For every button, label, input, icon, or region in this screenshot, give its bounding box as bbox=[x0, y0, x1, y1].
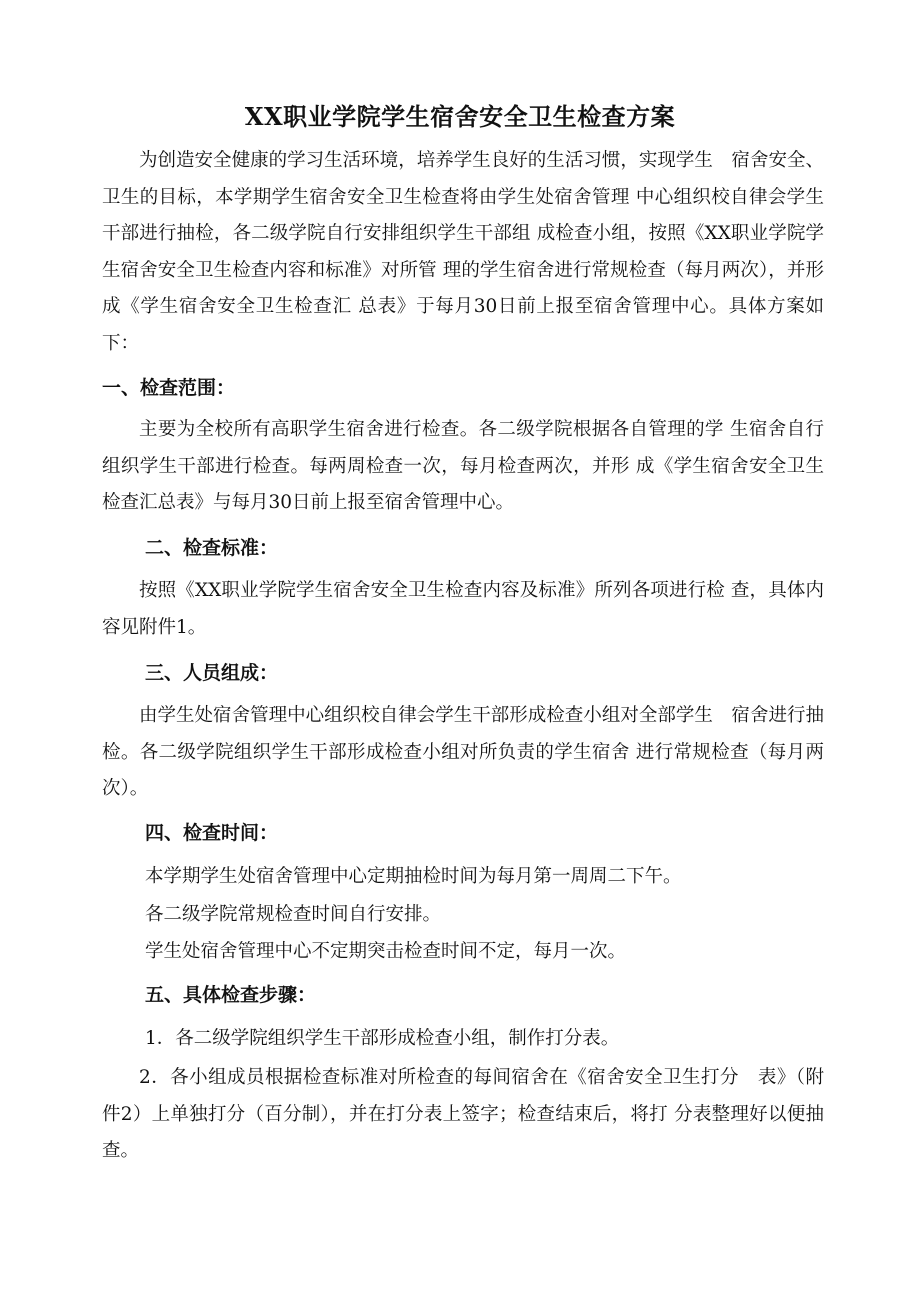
section-heading-time: 四、检查时间： bbox=[145, 822, 279, 844]
document-title: XX职业学院学生宿舍安全卫生检查方案 bbox=[244, 102, 676, 131]
time-line-2: 各二级学院常规检查时间自行安排。 bbox=[145, 904, 442, 925]
step-1: 1．各二级学院组织学生干部形成检查小组，制作打分表。 bbox=[145, 1028, 620, 1049]
intro-paragraph: 为创造安全健康的学习生活环境，培养学生良好的生活习惯，实现学生 宿舍安全、卫生的目标，本学期学生宿舍安全卫生检查将由学生处宿舍管理 中心组织校自律会学生干部进行抽检，各二级学院自行安排组织学生干部组 成检查小组，按照《XX职业学院学生宿舍安全卫生检查内容和标准》对所管 理的学生宿舍进行常规检查（每月两次），并形成《学生宿舍安全卫生检查汇 总表》于每月30日前上报至宿舍管理中心。具体方案如下： bbox=[102, 150, 824, 354]
step-2: 2．各小组成员根据检查标准对所检查的每间宿舍在《宿舍安全卫生打分 表》（附件2）上单独打分（百分制），并在打分表上签字；检查结束后，将打 分表整理好以便抽查。 bbox=[102, 1067, 824, 1161]
time-line-1: 本学期学生处宿舍管理中心定期抽检时间为每月第一周周二下午。 bbox=[145, 866, 682, 887]
section-personnel-paragraph: 由学生处宿舍管理中心组织校自律会学生干部形成检查小组对全部学生 宿舍进行抽检。各二级学院组织学生干部形成检查小组对所负责的学生宿舍 进行常规检查（每月两次）。 bbox=[102, 705, 824, 799]
section-heading-standard: 二、检查标准： bbox=[145, 537, 279, 559]
section-standard-paragraph: 按照《XX职业学院学生宿舍安全卫生检查内容及标准》所列各项进行检 查，具体内容见附件1。 bbox=[102, 580, 824, 638]
section-heading-personnel: 三、人员组成： bbox=[145, 662, 279, 684]
section-heading-scope: 一、检查范围： bbox=[102, 377, 236, 399]
section-scope-paragraph: 主要为全校所有高职学生宿舍进行检查。各二级学院根据各自管理的学 生宿舍自行组织学生干部进行检查。每两周检查一次，每月检查两次，并形 成《学生宿舍安全卫生检查汇总表》与每月30日前上报至宿舍管理中心。 bbox=[102, 419, 824, 513]
time-line-3: 学生处宿舍管理中心不定期突击检查时间不定，每月一次。 bbox=[145, 941, 627, 962]
section-heading-steps: 五、具体检查步骤： bbox=[145, 984, 317, 1006]
